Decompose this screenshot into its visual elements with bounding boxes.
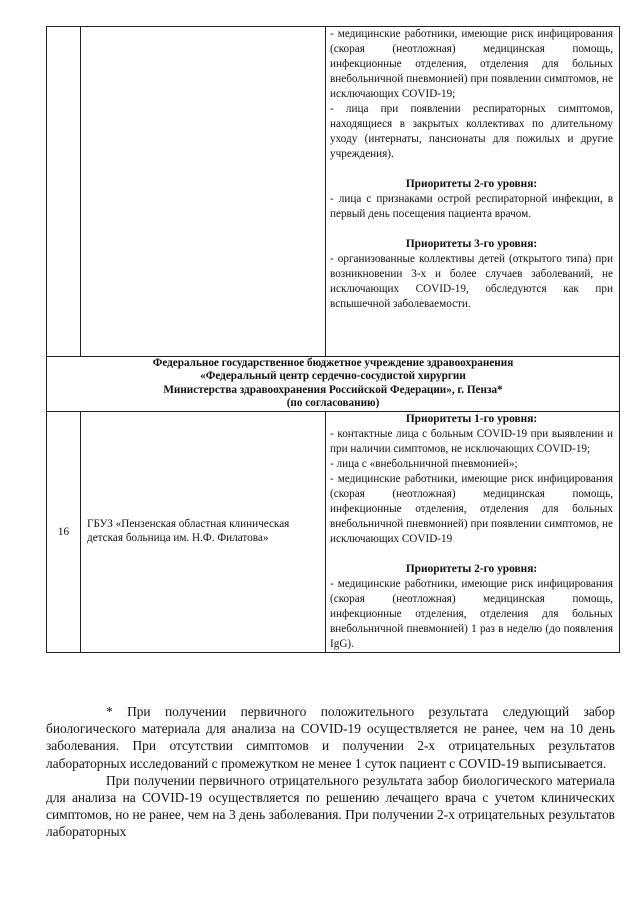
priority-level-3-heading: Приоритеты 3-го уровня: (405, 238, 538, 250)
footnote (46, 703, 615, 841)
institution-line: (по согласованию) (286, 397, 380, 410)
priorities-cell (326, 27, 620, 357)
priority-item: - лица при появлении респираторных симптомов, находящиеся в закрытых коллективах по длительному уходу (интернаты, пансионаты для пожилых и другие учреждения). (330, 103, 613, 160)
priority-item: - контактные лица с больным COVID-19 при выявлении и при наличии симптомов, не исключающих COVID-19; (330, 427, 613, 455)
table-row (47, 27, 620, 357)
organization-cell (81, 27, 326, 357)
number-cell (47, 27, 81, 357)
testing-priority-table (46, 26, 620, 653)
priority-item: - медицинские работники, имеющие риск инфицирования (скорая (неотложная) медицинская помощь, инфекционные отделения, отделения для больных внебольничной пневмонией) при появлении симптомов, не исключающих COVID-19 (330, 472, 613, 545)
priority-item: - организованные коллективы детей (открытого типа) при возникновении 3-х и более случаев заболеваний, не исключающих COVID-19, обследуются как при вспышечной заболеваемости. (330, 253, 613, 310)
priority-item: - медицинские работники, имеющие риск инфицирования (скорая (неотложная) медицинская помощь, инфекционные отделения, отделения для больных внебольничной пневмонией) 1 раз в неделю (до появления IgG). (330, 577, 613, 650)
priority-item: - лица с «внебольничной пневмонией»; (330, 457, 518, 470)
priorities-cell (326, 411, 620, 652)
table-row (47, 411, 620, 652)
priority-level-1-heading: Приоритеты 1-го уровня: (405, 412, 538, 425)
section-header-row (47, 357, 620, 412)
priority-item: - лица с признаками острой респираторной инфекции, в первый день посещения пациента врачом. (330, 193, 613, 220)
institution-line: Министерства здравоохранения Российской Федерации», г. Пенза* (163, 383, 503, 396)
institution-header (47, 357, 620, 412)
institution-line: «Федеральный центр сердечно-сосудистой хирургии (200, 370, 466, 383)
priority-item: - медицинские работники, имеющие риск инфицирования (скорая (неотложная) медицинская помощь, инфекционные отделения, отделения для больных внебольничной пневмонией) при появлении симптомов, не исключающих COVID-19; (330, 28, 613, 100)
footnote-paragraph: * При получении первичного положительного результата следующий забор биологического материала для анализа на COVID-19 осуществляется не ранее, чем на 10 день заболевания. При отсутствии симптомов и получении 2-х отрицательных результатов лабораторных исследований с промежутком не менее 1 суток пациент с COVID-19 выписывается. (46, 704, 615, 771)
footnote-paragraph: При получении первичного отрицательного результата забор биологического материала для анализа на COVID-19 осуществляется по решению лечащего врача с учетом клинических симптомов, но не ранее, чем на 3 день заболевания. При получении 2-х отрицательных результатов лабораторных (46, 772, 615, 840)
priority-level-2-heading: Приоритеты 2-го уровня: (405, 562, 538, 575)
row-number: 16 (47, 411, 81, 652)
organization-name: ГБУЗ «Пензенская областная клиническая детская больница им. Н.Ф. Филатова» (81, 411, 326, 652)
institution-line: Федеральное государственное бюджетное учреждение здравоохранения (152, 357, 514, 369)
priority-level-2-heading: Приоритеты 2-го уровня: (405, 178, 538, 190)
